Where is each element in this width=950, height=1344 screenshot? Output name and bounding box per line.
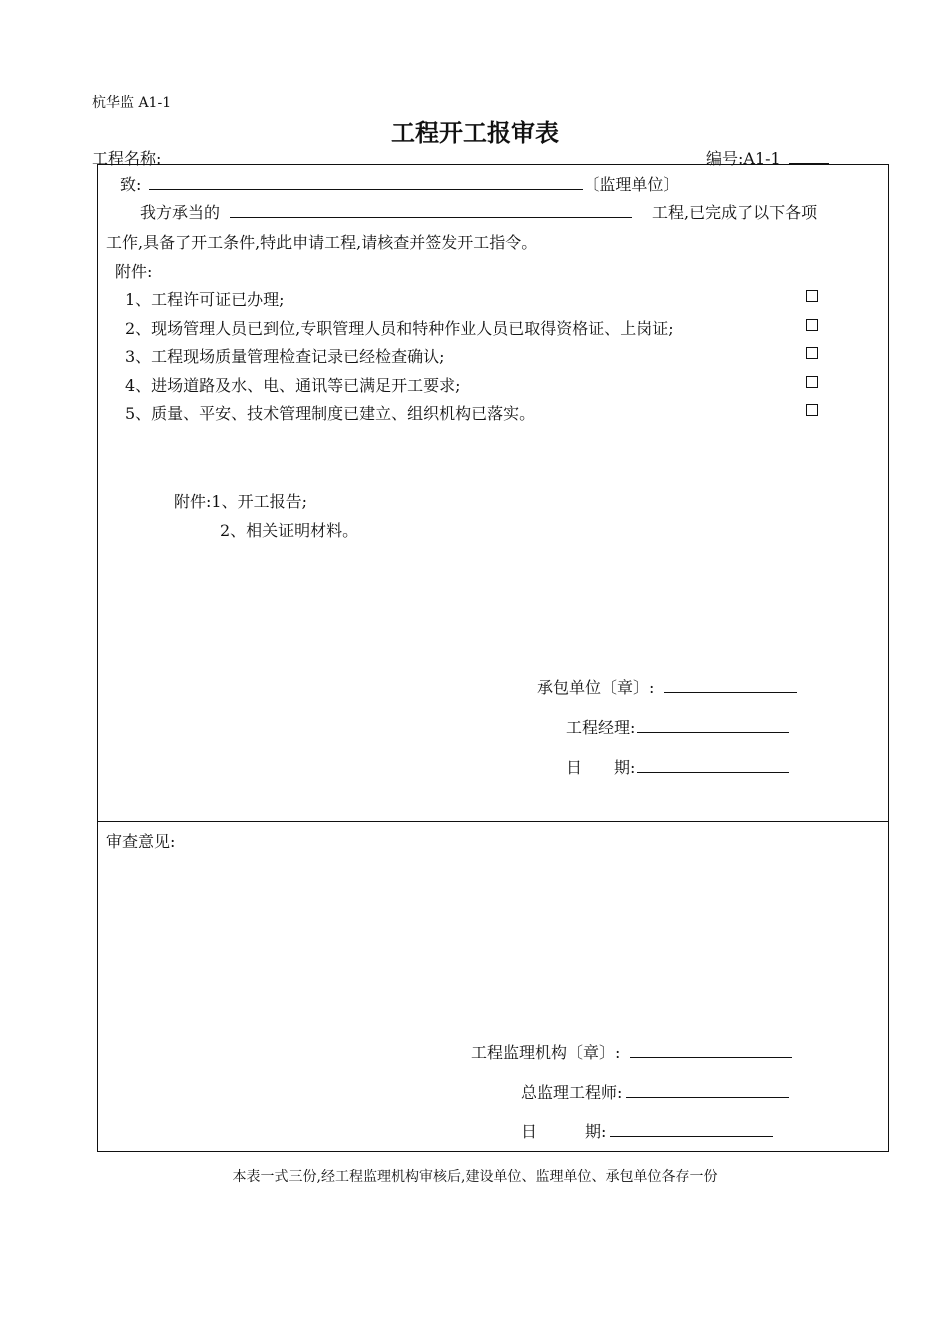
- page-title: 工程开工报审表: [391, 119, 559, 147]
- to-row: [120, 172, 679, 195]
- supervisor-org-field[interactable]: [630, 1043, 792, 1058]
- pm-row: [566, 715, 789, 738]
- attachment-1: 附件:1、开工报告;: [174, 492, 307, 511]
- checklist-item: 4、进场道路及水、电、通讯等已满足开工要求;: [125, 376, 461, 395]
- checkbox-5[interactable]: [806, 404, 818, 416]
- attachment-2: 2、相关证明材料。: [220, 521, 359, 540]
- serial-input-line[interactable]: [789, 149, 829, 164]
- checklist-item: 1、工程许可证已办理;: [125, 290, 285, 309]
- date-field-2[interactable]: [610, 1122, 773, 1137]
- chief-engineer-label: 总监理工程师:: [521, 1083, 623, 1102]
- supervisor-unit-field[interactable]: [149, 175, 583, 190]
- supervisor-org-row: [471, 1040, 792, 1063]
- intro-prefix: 我方承当的: [140, 203, 221, 222]
- date-row-1: [566, 755, 789, 778]
- chief-engineer-row: [521, 1080, 789, 1103]
- checklist-item: 3、工程现场质量管理检查记录已经检查确认;: [125, 347, 445, 366]
- form-code: 杭华监 A1-1: [92, 95, 172, 111]
- supervisor-org-label: 工程监理机构〔章〕:: [471, 1043, 621, 1062]
- form-frame: [97, 164, 889, 1152]
- date-label-2: 日 期:: [521, 1122, 607, 1141]
- pm-field[interactable]: [637, 718, 789, 733]
- footer-note: 本表一式三份,经工程监理机构审核后,建设单位、监理单位、承包单位各存一份: [232, 1169, 718, 1185]
- contractor-row: [537, 675, 797, 698]
- attachments-label: 附件:: [115, 262, 153, 281]
- section-divider: [97, 821, 889, 822]
- chief-engineer-field[interactable]: [626, 1083, 789, 1098]
- date-label-1: 日 期:: [566, 758, 636, 777]
- pm-label: 工程经理:: [566, 718, 636, 737]
- review-label: 审查意见:: [106, 832, 176, 851]
- project-name-label: 工程名称:: [92, 149, 162, 168]
- project-field[interactable]: [230, 203, 632, 218]
- checkbox-2[interactable]: [806, 319, 818, 331]
- checkbox-3[interactable]: [806, 347, 818, 359]
- intro-suffix: 工程,已完成了以下各项: [652, 203, 818, 222]
- checklist-item: 5、质量、平安、技术管理制度已建立、组织机构已落实。: [125, 404, 536, 423]
- checkbox-4[interactable]: [806, 376, 818, 388]
- serial-label: 编号:A1-1: [706, 149, 781, 168]
- to-label: 致:: [120, 175, 142, 194]
- date-field-1[interactable]: [637, 758, 789, 773]
- checkbox-1[interactable]: [806, 290, 818, 302]
- date-row-2: [521, 1119, 773, 1142]
- intro-row: [140, 200, 817, 223]
- intro-line-2: 工作,具备了开工条件,特此申请工程,请核查并签发开工指令。: [106, 233, 538, 252]
- contractor-field[interactable]: [664, 678, 797, 693]
- contractor-label: 承包单位〔章〕:: [537, 678, 655, 697]
- to-suffix: 〔监理单位〕: [583, 175, 680, 194]
- checklist-item: 2、现场管理人员已到位,专职管理人员和特种作业人员已取得资格证、上岗证;: [125, 319, 674, 338]
